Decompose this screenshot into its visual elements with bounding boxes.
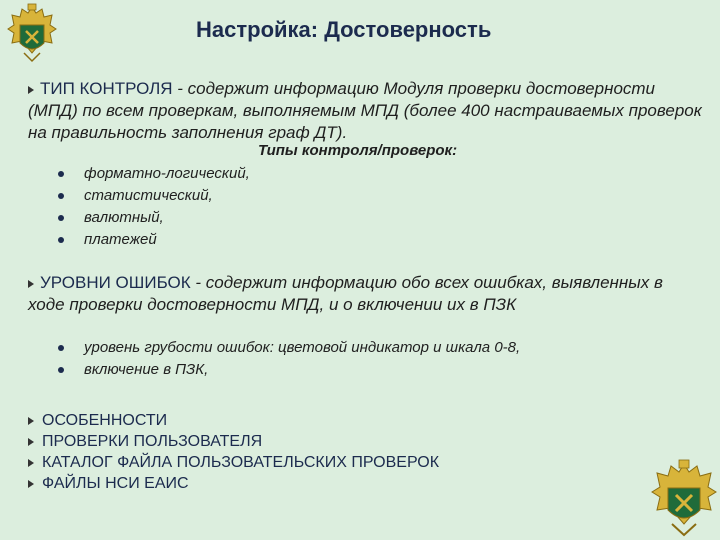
customs-emblem-icon xyxy=(6,3,58,65)
list-item: включение в ПЗК, xyxy=(58,359,520,381)
link-user-checks[interactable]: ПРОВЕРКИ ПОЛЬЗОВАТЕЛЯ xyxy=(28,431,439,452)
arrow-bullet-icon xyxy=(28,438,34,446)
list-item: уровень грубости ошибок: цветовой индикатор и шкала 0-8, xyxy=(58,337,520,359)
link-user-checks-catalog[interactable]: КАТАЛОГ ФАЙЛА ПОЛЬЗОВАТЕЛЬСКИХ ПРОВЕРОК xyxy=(28,452,439,473)
arrow-bullet-icon xyxy=(28,459,34,467)
control-type-description: - содержит информацию Модуля проверки достоверности (МПД) по всем проверкам, выполняемым МПД (более 400 настраиваемых проверок на правильность заполнения граф ДТ). xyxy=(28,79,702,142)
error-levels-link[interactable]: УРОВНИ ОШИБОК xyxy=(40,273,191,292)
list-item: статистический, xyxy=(58,185,250,207)
list-item: валютный, xyxy=(58,207,250,229)
list-item: платежей xyxy=(58,229,250,251)
error-levels-description: - содержит информацию обо всех ошибках, выявленных в ходе проверки достоверности МПД, и о включении их в ПЗК xyxy=(28,273,663,314)
arrow-bullet-icon xyxy=(28,480,34,488)
error-levels-list xyxy=(58,337,520,381)
list-item: форматно-логический, xyxy=(58,163,250,185)
arrow-bullet-icon xyxy=(28,86,34,94)
control-types-list xyxy=(58,163,250,251)
link-features[interactable]: ОСОБЕННОСТИ xyxy=(28,410,439,431)
customs-emblem-icon xyxy=(648,458,720,538)
control-types-subheading: Типы контроля/проверок: xyxy=(258,142,458,159)
navigation-links xyxy=(28,410,439,494)
control-type-link[interactable]: ТИП КОНТРОЛЯ xyxy=(40,79,173,98)
page-title: Настройка: Достоверность xyxy=(196,17,492,42)
link-nsi-files[interactable]: ФАЙЛЫ НСИ ЕАИС xyxy=(28,473,439,494)
section-control-type xyxy=(28,78,704,144)
arrow-bullet-icon xyxy=(28,417,34,425)
arrow-bullet-icon xyxy=(28,280,34,288)
section-error-levels xyxy=(28,272,704,316)
